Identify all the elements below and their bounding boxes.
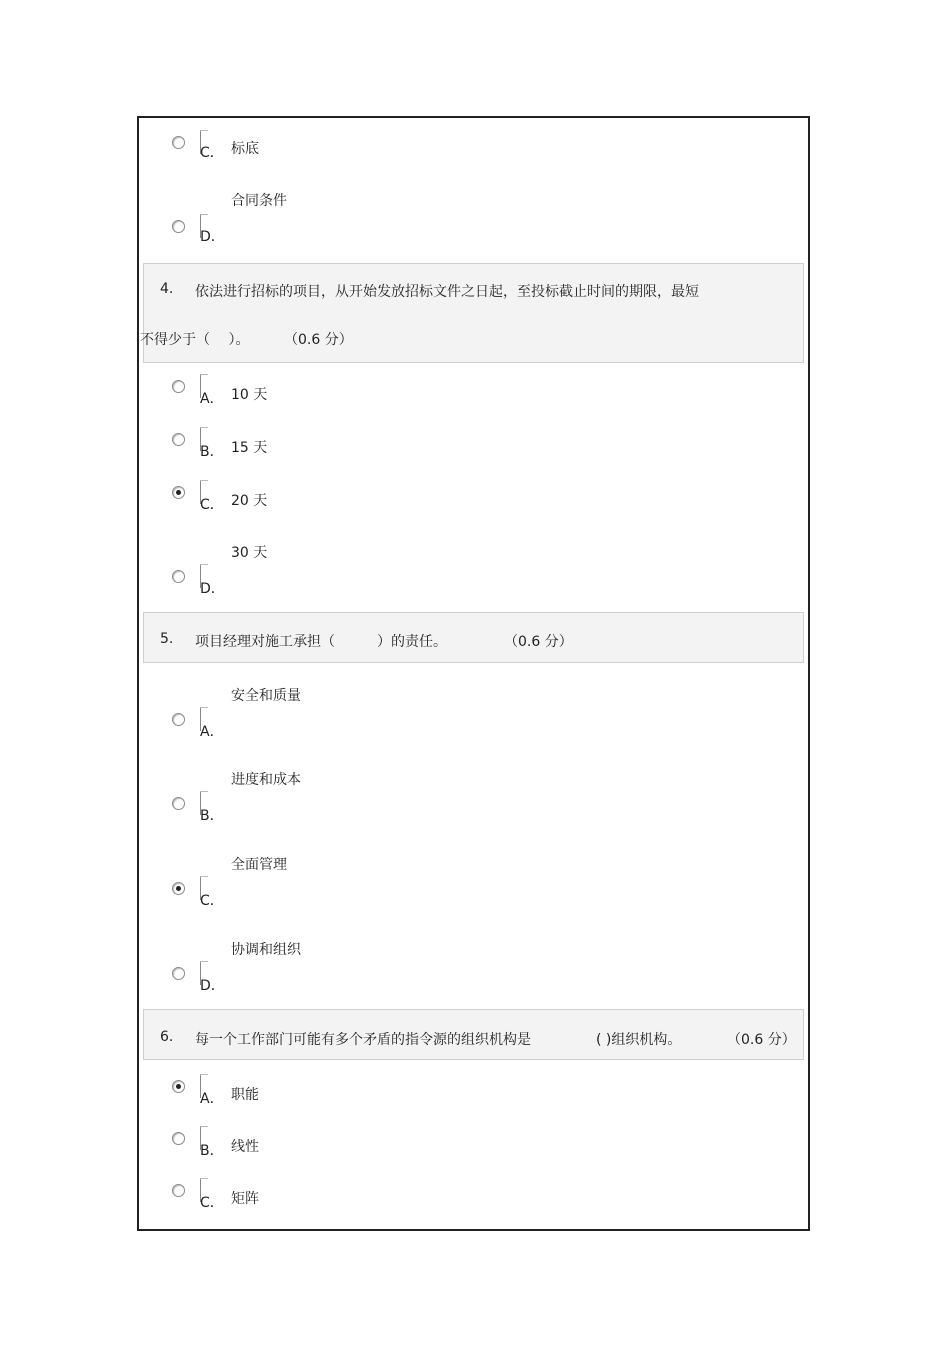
question-score: （0.6 分） — [284, 332, 353, 348]
q3-option-c[interactable] — [139, 130, 808, 170]
radio-button[interactable] — [172, 136, 185, 149]
question-number: 6. — [160, 1029, 174, 1045]
q6-option-a[interactable] — [139, 1080, 808, 1120]
option-letter: C． — [200, 497, 224, 513]
option-text: 全面管理 — [231, 857, 287, 873]
option-text: 标底 — [231, 141, 259, 157]
question-blank: ( )组织机构。 — [596, 1032, 682, 1048]
q3-option-d[interactable] — [139, 190, 808, 245]
radio-button[interactable] — [172, 1184, 185, 1197]
option-letter: A． — [200, 391, 224, 407]
radio-button[interactable] — [172, 220, 185, 233]
radio-button[interactable] — [172, 570, 185, 583]
option-letter: B． — [200, 808, 224, 824]
radio-button[interactable] — [172, 486, 185, 499]
option-text: 10 天 — [231, 387, 268, 403]
option-letter: A． — [200, 724, 224, 740]
option-text: 职能 — [231, 1087, 259, 1103]
radio-button[interactable] — [172, 1132, 185, 1145]
option-letter: C． — [200, 145, 224, 161]
option-text: 20 天 — [231, 493, 268, 509]
question-4-box — [140, 263, 804, 363]
quiz-frame — [137, 116, 810, 1231]
option-letter: D． — [200, 581, 225, 597]
option-text: 矩阵 — [231, 1191, 259, 1207]
radio-button[interactable] — [172, 967, 185, 980]
question-text-line1: 依法进行招标的项目，从开始发放招标文件之日起，至投标截止时间的期限，最短 — [195, 284, 699, 300]
q6-option-c[interactable] — [139, 1184, 808, 1224]
q4-option-d[interactable] — [139, 542, 808, 597]
option-text: 合同条件 — [231, 193, 287, 209]
q5-option-b[interactable] — [139, 769, 808, 824]
q4-option-a[interactable] — [139, 380, 808, 420]
question-5-box — [143, 612, 804, 663]
q6-option-b[interactable] — [139, 1132, 808, 1172]
question-number: 5. — [160, 631, 174, 647]
question-number: 4. — [160, 281, 174, 297]
radio-button[interactable] — [172, 882, 185, 895]
option-text: 线性 — [231, 1139, 259, 1155]
q5-option-a[interactable] — [139, 685, 808, 740]
option-letter: D． — [200, 978, 225, 994]
question-text: 每一个工作部门可能有多个矛盾的指令源的组织机构是 — [195, 1032, 531, 1048]
option-text: 协调和组织 — [231, 942, 301, 958]
q5-option-c[interactable] — [139, 854, 808, 909]
question-6-box — [143, 1009, 804, 1060]
option-letter: D． — [200, 229, 225, 245]
radio-button[interactable] — [172, 713, 185, 726]
option-letter: B． — [200, 444, 224, 460]
option-letter: A． — [200, 1091, 224, 1107]
question-text: 项目经理对施工承担（ ）的责任。 — [195, 634, 447, 650]
option-letter: B． — [200, 1143, 224, 1159]
question-score: （0.6 分） — [727, 1032, 796, 1048]
q4-option-b[interactable] — [139, 433, 808, 473]
option-letter: C． — [200, 1195, 224, 1211]
q5-option-d[interactable] — [139, 939, 808, 994]
radio-button[interactable] — [172, 433, 185, 446]
option-text: 15 天 — [231, 440, 268, 456]
option-text: 安全和质量 — [231, 688, 301, 704]
option-text: 30 天 — [231, 545, 268, 561]
option-text: 进度和成本 — [231, 772, 301, 788]
radio-button[interactable] — [172, 797, 185, 810]
q4-option-c[interactable] — [139, 486, 808, 526]
option-letter: C． — [200, 893, 224, 909]
question-text-line2: 不得少于（ ）。 — [140, 332, 250, 348]
question-score: （0.6 分） — [504, 634, 573, 650]
radio-button[interactable] — [172, 380, 185, 393]
radio-button[interactable] — [172, 1080, 185, 1093]
